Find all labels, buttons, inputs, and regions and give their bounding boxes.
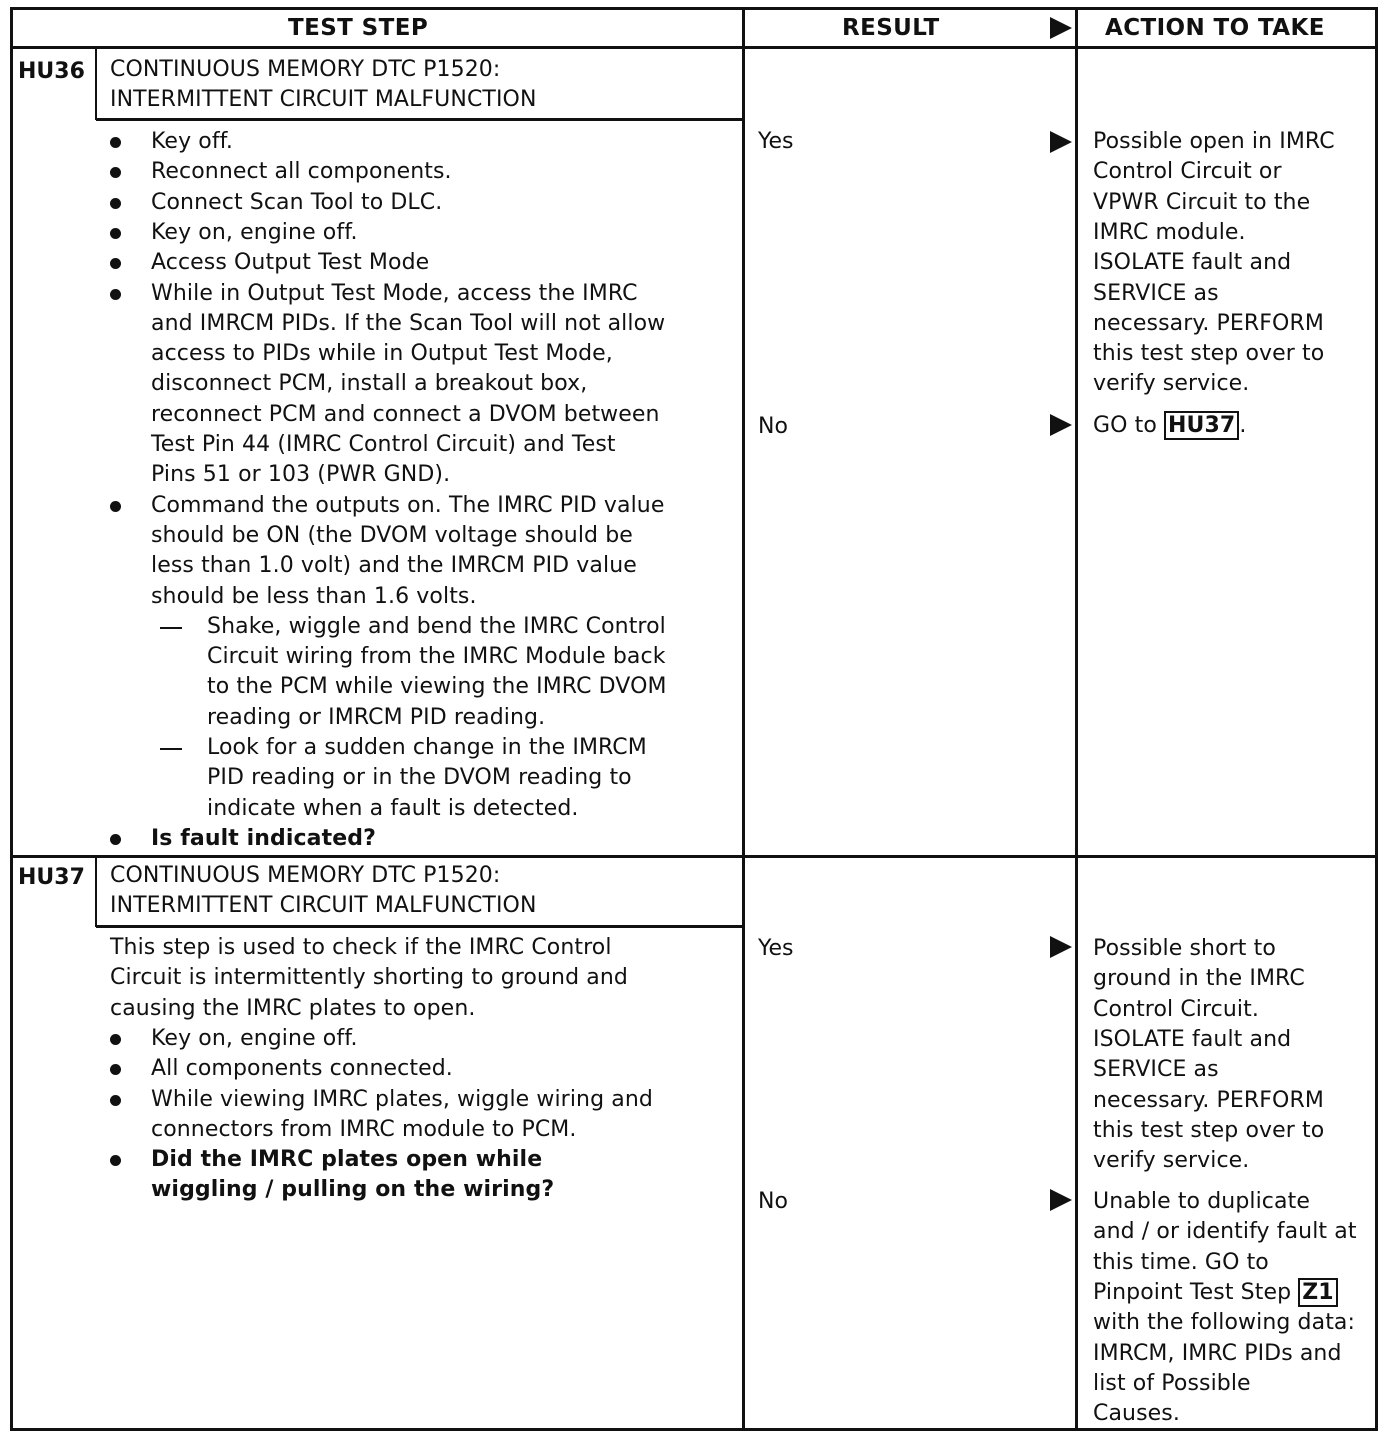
hu37-intro-line: Circuit is intermittently shorting to ground and bbox=[110, 965, 628, 991]
hu36-no-action bbox=[1093, 411, 1246, 441]
hu37-title-line-2: INTERMITTENT CIRCUIT MALFUNCTION bbox=[110, 893, 537, 918]
hu36-bullet-5-line: and IMRCM PIDs. If the Scan Tool will not allow bbox=[151, 310, 666, 336]
hu36-yes-action-line: Control Circuit or bbox=[1093, 159, 1282, 185]
bullet-icon bbox=[110, 834, 121, 845]
hu36-dash-1-line: PID reading or in the DVOM reading to bbox=[207, 765, 632, 791]
bullet-icon bbox=[110, 258, 121, 269]
hu37-yes-action-line: necessary. PERFORM bbox=[1093, 1087, 1324, 1113]
hu36-no-label: No bbox=[758, 414, 788, 439]
hu37-no-action-tail-line: with the following data: bbox=[1093, 1310, 1356, 1336]
hu37-title-underline bbox=[96, 925, 744, 928]
bullet-icon bbox=[110, 1095, 121, 1106]
row-separator bbox=[10, 855, 1378, 858]
dash-icon bbox=[160, 627, 182, 629]
hu36-no-action-prefix: GO to bbox=[1093, 413, 1157, 438]
hu37-no-action-tail-line: Causes. bbox=[1093, 1401, 1180, 1427]
hu36-bullet-4-line: Access Output Test Mode bbox=[151, 250, 430, 276]
bullet-icon bbox=[110, 1155, 121, 1166]
hu36-yes-arrow-icon bbox=[1050, 131, 1072, 153]
hu37-yes-action-line: Possible short to bbox=[1093, 936, 1276, 961]
bullet-icon bbox=[110, 1064, 121, 1075]
hu37-pinpoint-prefix: Pinpoint Test Step bbox=[1093, 1279, 1299, 1305]
bullet-icon bbox=[110, 137, 121, 148]
header-test-step: TEST STEP bbox=[288, 15, 429, 41]
table-border-right bbox=[1375, 7, 1378, 1431]
hu36-bullet-5-line: access to PIDs while in Output Test Mode, bbox=[151, 341, 613, 367]
col-divider-action bbox=[1075, 7, 1078, 1431]
hu37-no-action-tail-line: IMRCM, IMRC PIDs and bbox=[1093, 1340, 1342, 1366]
hu36-bullet-6-line: should be ON (the DVOM voltage should be bbox=[151, 522, 633, 548]
hu37-yes-action-line: ground in the IMRC bbox=[1093, 966, 1305, 992]
hu36-bullet-5-line: While in Output Test Mode, access the IMRC bbox=[151, 280, 638, 306]
hu36-bullet-5-line: Pins 51 or 103 (PWR GND). bbox=[151, 462, 451, 488]
hu37-no-label: No bbox=[758, 1189, 788, 1214]
hu36-yes-action-line: SERVICE as bbox=[1093, 280, 1219, 306]
bullet-icon bbox=[110, 167, 121, 178]
hu37-reference-link[interactable]: HU37 bbox=[1164, 411, 1239, 440]
hu37-no-action-tail-line: list of Possible bbox=[1093, 1370, 1251, 1396]
hu37-yes-action-line: this test step over to bbox=[1093, 1117, 1325, 1143]
header-result: RESULT bbox=[842, 15, 940, 41]
hu37-no-action-line: this time. GO to bbox=[1093, 1249, 1269, 1275]
hu37-intro-line: This step is used to check if the IMRC Control bbox=[110, 935, 612, 960]
hu36-bullet-6-line: Command the outputs on. The IMRC PID value bbox=[151, 492, 665, 518]
hu36-question: Is fault indicated? bbox=[151, 825, 376, 851]
hu37-id-divider bbox=[95, 857, 97, 927]
hu36-bullet-6-line: should be less than 1.6 volts. bbox=[151, 583, 477, 609]
bullet-icon bbox=[110, 198, 121, 209]
hu36-bullet-2-line: Connect Scan Tool to DLC. bbox=[151, 189, 443, 215]
z1-reference-link[interactable]: Z1 bbox=[1298, 1278, 1337, 1307]
hu36-dash-1-line: indicate when a fault is detected. bbox=[207, 795, 579, 821]
hu37-yes-action-line: ISOLATE fault and bbox=[1093, 1026, 1292, 1052]
hu37-yes-action-line: verify service. bbox=[1093, 1148, 1250, 1174]
hu37-yes-arrow-icon bbox=[1050, 936, 1072, 958]
hu36-dash-0-line: Circuit wiring from the IMRC Module back bbox=[207, 644, 666, 670]
hu36-no-action-suffix: . bbox=[1239, 413, 1247, 438]
hu36-yes-label: Yes bbox=[758, 129, 794, 154]
hu37-bullet-0-line: Key on, engine off. bbox=[151, 1025, 358, 1051]
hu37-bullet-1-line: All components connected. bbox=[151, 1056, 453, 1082]
hu37-no-arrow-icon bbox=[1050, 1189, 1072, 1211]
header-arrow-icon bbox=[1050, 17, 1072, 39]
hu36-dash-0-line: reading or IMRCM PID reading. bbox=[207, 704, 546, 730]
hu36-title-line-1: CONTINUOUS MEMORY DTC P1520: bbox=[110, 57, 501, 82]
hu37-title-line-1: CONTINUOUS MEMORY DTC P1520: bbox=[110, 863, 501, 888]
hu36-no-arrow-icon bbox=[1050, 414, 1072, 436]
hu36-dash-0-line: to the PCM while viewing the IMRC DVOM bbox=[207, 674, 667, 700]
header-divider bbox=[10, 46, 1378, 49]
hu36-dash-0-line: Shake, wiggle and bend the IMRC Control bbox=[207, 613, 666, 639]
hu36-bullet-0-line: Key off. bbox=[151, 129, 234, 154]
hu37-intro-line: causing the IMRC plates to open. bbox=[110, 995, 476, 1021]
hu36-title-line-2: INTERMITTENT CIRCUIT MALFUNCTION bbox=[110, 87, 537, 112]
hu37-yes-action-line: Control Circuit. bbox=[1093, 996, 1259, 1022]
hu36-yes-action-line: necessary. PERFORM bbox=[1093, 310, 1324, 336]
hu36-yes-action-line: IMRC module. bbox=[1093, 219, 1246, 245]
table-border-top bbox=[10, 7, 1378, 10]
step-id-hu36: HU36 bbox=[18, 59, 85, 84]
hu36-yes-action-line: this test step over to bbox=[1093, 341, 1325, 367]
hu37-yes-label: Yes bbox=[758, 936, 794, 961]
dash-icon bbox=[160, 748, 182, 750]
hu36-bullet-3-line: Key on, engine off. bbox=[151, 219, 358, 245]
hu37-no-action-line: Unable to duplicate bbox=[1093, 1189, 1310, 1214]
hu36-yes-action-line: verify service. bbox=[1093, 371, 1250, 397]
hu36-bullet-5-line: disconnect PCM, install a breakout box, bbox=[151, 371, 588, 397]
hu36-yes-action-line: VPWR Circuit to the bbox=[1093, 189, 1311, 215]
hu37-question-line: wiggling / pulling on the wiring? bbox=[151, 1177, 555, 1203]
hu36-bullet-5-line: Test Pin 44 (IMRC Control Circuit) and Test bbox=[151, 432, 616, 457]
hu36-yes-action-line: ISOLATE fault and bbox=[1093, 250, 1292, 276]
hu37-yes-action-line: SERVICE as bbox=[1093, 1057, 1219, 1083]
hu37-bullet-2-line: connectors from IMRC module to PCM. bbox=[151, 1116, 577, 1142]
bullet-icon bbox=[110, 228, 121, 239]
step-id-hu37: HU37 bbox=[18, 865, 85, 890]
table-border-left bbox=[10, 7, 13, 1431]
hu36-title-underline bbox=[96, 118, 744, 121]
hu37-pinpoint-ref-line bbox=[1093, 1278, 1338, 1308]
hu37-bullet-2-line: While viewing IMRC plates, wiggle wiring and bbox=[151, 1086, 653, 1112]
bullet-icon bbox=[110, 501, 121, 512]
hu36-dash-1-line: Look for a sudden change in the IMRCM bbox=[207, 735, 647, 760]
hu37-no-action-line: and / or identify fault at bbox=[1093, 1219, 1357, 1245]
header-action: ACTION TO TAKE bbox=[1105, 15, 1325, 41]
col-divider-result bbox=[742, 7, 745, 1431]
hu36-bullet-5-line: reconnect PCM and connect a DVOM between bbox=[151, 401, 660, 427]
hu36-yes-action-line: Possible open in IMRC bbox=[1093, 129, 1335, 154]
hu36-bullet-6-line: less than 1.0 volt) and the IMRCM PID value bbox=[151, 553, 637, 579]
bullet-icon bbox=[110, 1034, 121, 1045]
hu37-question-line: Did the IMRC plates open while bbox=[151, 1147, 543, 1173]
hu36-id-divider bbox=[95, 48, 97, 120]
bullet-icon bbox=[110, 289, 121, 300]
hu36-bullet-1-line: Reconnect all components. bbox=[151, 159, 452, 185]
